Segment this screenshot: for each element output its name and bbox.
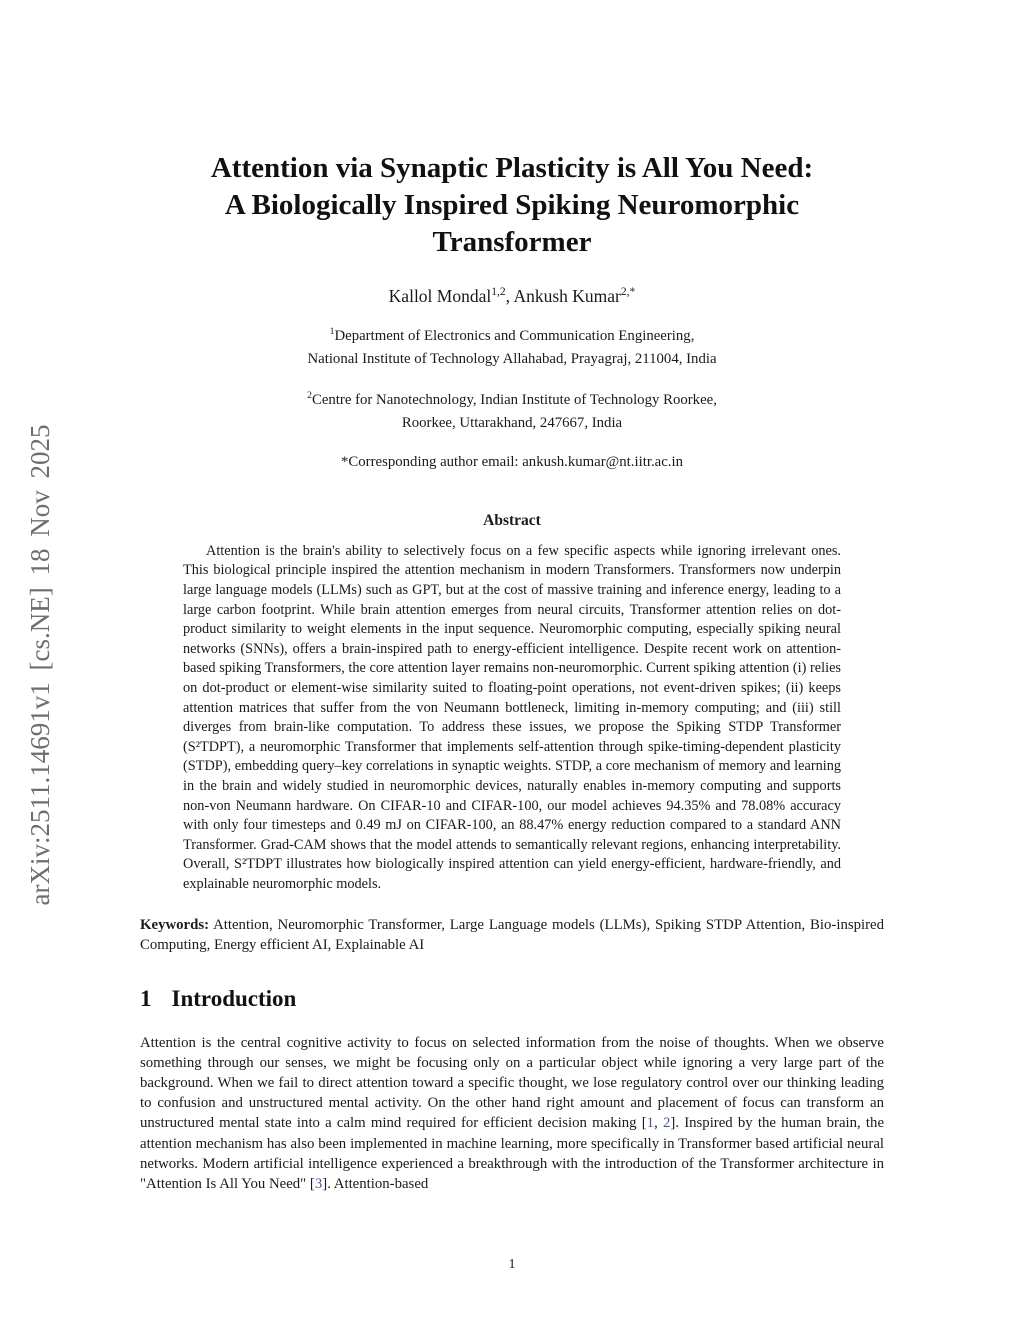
- intro-text-segment-1: Attention is the central cognitive activity to focus on selected information from the noise of thoughts. When we observe something through our senses, we might be focusing only on a particular object while ignoring a very large part of the background. When we fail to direct attention toward a specific thought, we lose regulatory control over our thinking leading to confusion and unstructured mental activity. On the other hand right amount and placement of focus can transform an unstructured mental state into a calm mind required for efficient decision making [: [140, 1034, 884, 1132]
- affiliation-2-line-1: [140, 384, 884, 412]
- citation-separator: ,: [654, 1115, 663, 1132]
- affiliation-1-line-1: [140, 320, 884, 348]
- abstract-heading: Abstract: [483, 511, 541, 529]
- introduction-paragraph: [140, 1033, 884, 1195]
- section-1-number: 1: [140, 985, 152, 1011]
- paper-title-line-1: Attention via Synaptic Plasticity is All You Need:: [210, 152, 814, 184]
- paper-title-line-2: A Biologically Inspired Spiking Neuromorphic: [224, 189, 800, 221]
- section-1-heading: [140, 986, 884, 1012]
- keywords-block: [140, 915, 884, 955]
- citation-ref-2[interactable]: 2: [662, 1115, 671, 1132]
- citation-ref-1[interactable]: 1: [646, 1115, 655, 1132]
- author-separator: ,: [505, 286, 514, 306]
- abstract-text: Attention is the brain's ability to selectively focus on a few specific aspects while ignoring irrelevant ones. This biological principle inspired the attention mechanism in modern Transformers. Transformers now underpin large language models (LLMs) such as GPT, but at the cost of massive training and inference energy, leading to a large carbon footprint. While brain attention emerges from neural circuits, Transformer attention relies on dot-product similarity to weight elements in the input sequence. Neuromorphic computing, especially spiking neural networks (SNNs), offers a brain-inspired path to energy-efficient intelligence. Despite recent work on attention-based spiking Transformers, the core attention layer remains non-neuromorphic. Current spiking attention (i) relies on dot-product or element-wise similarity suited to floating-point operations, not event-driven spikes; (ii) keeps attention matrices that suffer from the von Neumann bottleneck, limiting in-memory computing; and (iii) still diverges from brain-like computation. To address these issues, we propose the Spiking STDP Transformer (S²TDPT), a neuromorphic Transformer that implements self-attention through spike-timing-dependent plasticity (STDP), embedding query–key correlations in synaptic weights. STDP, a core mechanism of memory and learning in the brain and widely studied in neuromorphic devices, naturally enables in-memory computing and supports non-von Neumann hardware. On CIFAR-10 and CIFAR-100, our model achieves 94.35% and 78.08% accuracy with only four timesteps and 0.49 mJ on CIFAR-100, an 88.47% energy reduction compared to a standard ANN Transformer. Grad-CAM shows that the model attends to semantically relevant regions, enhancing interpretability. Overall, S²TDPT illustrates how biologically inspired attention can yield energy-efficient, hardware-friendly, and explainable neuromorphic models.: [183, 542, 841, 892]
- intro-text-segment-2: ]. Inspired by the human brain, the attention mechanism has also been implemented in machine learning, more specifically in Transformer based artificial neural networks. Modern artificial intelligence experienced a breakthrough with the introduction of the Transformer architecture in "Attention Is All You Need" [: [140, 1115, 885, 1192]
- paper-title: [140, 150, 884, 261]
- affiliation-2: [140, 384, 884, 435]
- author-line: [140, 286, 884, 307]
- affiliation-1: [140, 320, 884, 371]
- affiliation-2-line-2: Roorkee, Uttarakhand, 247667, India: [401, 414, 623, 431]
- arxiv-sidebar-banner: arXiv:2511.14691v1 [cs.NE] 18 Nov 2025: [25, 424, 55, 906]
- keywords-label: Keywords:: [140, 916, 210, 933]
- author-1-affiliation-marks: 1,2: [491, 286, 506, 299]
- citation-ref-3[interactable]: 3: [314, 1175, 323, 1192]
- section-1-title: Introduction: [171, 985, 297, 1011]
- paper-content: [140, 150, 884, 1194]
- author-1-name: Kallol Mondal: [388, 286, 492, 306]
- affiliation-1-line-2: National Institute of Technology Allahabad, Prayagraj, 211004, India: [307, 350, 717, 367]
- intro-text-segment-3: ]. Attention-based: [322, 1175, 429, 1192]
- author-2-affiliation-marks: 2,*: [620, 286, 636, 299]
- affiliation-1-mark: 1: [329, 326, 335, 337]
- affiliation-1-text: Department of Electronics and Communication Engineering,: [334, 327, 695, 344]
- affiliation-2-mark: 2: [307, 389, 312, 401]
- paper-title-line-3: Transformer: [432, 226, 592, 258]
- author-2-name: Ankush Kumar: [513, 286, 621, 306]
- page-number: 1: [508, 1257, 516, 1272]
- keywords-text: Attention, Neuromorphic Transformer, Large Language models (LLMs), Spiking STDP Attention, Bio-inspired Computing, Energy efficient AI, Explainable AI: [140, 916, 884, 953]
- corresponding-author-note: *Corresponding author email: ankush.kumar@nt.iitr.ac.in: [341, 453, 683, 470]
- affiliation-2-text: Centre for Nanotechnology, Indian Institute of Technology Roorkee,: [311, 391, 717, 408]
